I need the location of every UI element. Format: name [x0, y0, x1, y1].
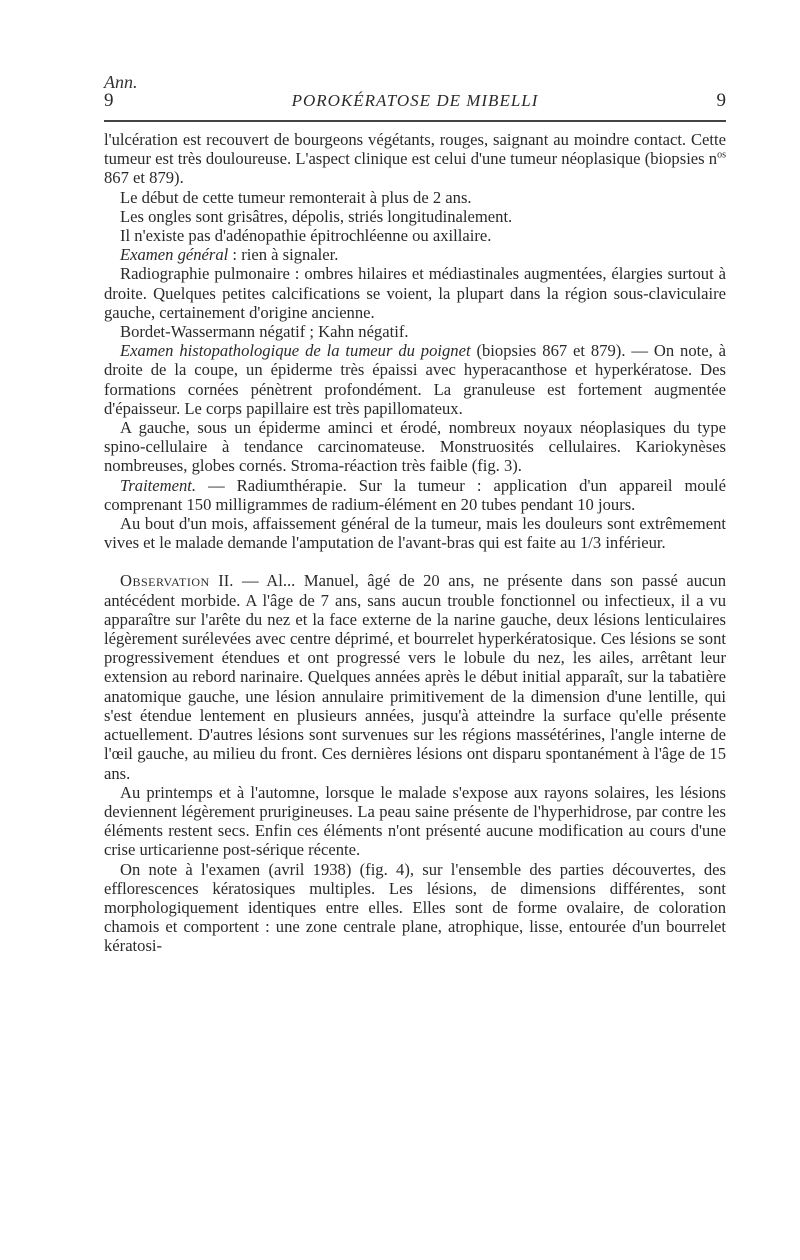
text-segment: — Radiumthérapie. Sur la tumeur : application d'un appareil moulé comprenant 150 milligrammes de radium-élément en 20 tubes pendant 10 jours.: [104, 475, 726, 514]
text-segment: os: [717, 149, 726, 161]
paragraph: [104, 188, 726, 207]
paragraph: [104, 476, 726, 514]
text-segment: Observation: [120, 571, 210, 591]
paragraph: [104, 226, 726, 245]
text-segment: A gauche, sous un épiderme aminci et érodé, nombreux noyaux néoplasiques du type spino-cellulaire à tendance carcinomateuse. Monstruosités cellulaires. Kariokynèses nombreuses, globes cornés. Stroma-réaction très faible (fig. 3).: [104, 418, 726, 476]
text-segment: 867 et 879).: [104, 168, 184, 188]
text-segment: Le début de cette tumeur remonterait à plus de 2 ans.: [120, 187, 472, 207]
header-rule: [104, 120, 726, 122]
text-segment: Examen histopathologique de la tumeur du poignet: [120, 341, 471, 361]
paragraph: [104, 264, 726, 322]
paragraph: [104, 571, 726, 782]
text-segment: Radiographie pulmonaire : ombres hilaires et médiastinales augmentées, élargies surtout à droite. Quelques petites calcifications se voient, la plupart dans la région sous-claviculaire gauche, certainement d'origine ancienne.: [104, 264, 726, 322]
paragraph: [104, 341, 726, 418]
paragraph: [104, 245, 726, 264]
text-segment: On note à l'examen (avril 1938) (fig. 4), sur l'ensemble des parties découvertes, des efflorescences kératosiques multiples. Les lésions, de dimensions différentes, sont morphologiquement identiques entre elles. Elles sont de forme ovalaire, de coloration chamois et comportent : une zone centrale plane, atrophique, lisse, entourée d'un bourrelet kératosi-: [104, 859, 726, 956]
paragraph: [104, 207, 726, 226]
paragraph: [104, 860, 726, 956]
text-segment: II. — Al... Manuel, âgé de 20 ans, ne présente dans son passé aucun antécédent morbide. A l'âge de 7 ans, sans aucun trouble fonctionnel ou infectieux, il a vu apparaître sur l'arête du nez et la face externe de la narine gauche, deux lésions lenticulaires légèrement surélevées avec centre déprimé, et bourrelet hyperkératosique. Ces lésions se sont progressivement étendues et ont progressé vers le lobule du nez, les ailes, arrêtant leur extension au rebord narinaire. Quelques années après le début initial apparaît, sur la tabatière anatomique gauche, une lésion annulaire primitivement de la dimension d'une lentille, qui s'est étendue lentement en plusieurs années, jusqu'à atteindre la surface qu'elle présente actuellement. D'autres lésions sont survenues sur les régions massétérines, l'angle interne de l'œil gauche, au milieu du front. Ces dernières lésions ont disparu spontanément à l'âge de 15 ans.: [104, 571, 726, 783]
body-text: [104, 130, 726, 956]
text-segment: : rien à signaler.: [228, 245, 339, 265]
right-page-number: 9: [716, 90, 726, 111]
paragraph: [104, 418, 726, 476]
text-segment: Au bout d'un mois, affaissement général de la tumeur, mais les douleurs sont extrêmement vives et le malade demande l'amputation de l'avant-bras qui est faite au 1/3 inférieur.: [104, 514, 726, 553]
text-segment: Il n'existe pas d'adénopathie épitrochléenne ou axillaire.: [120, 226, 492, 246]
paragraph: [104, 514, 726, 552]
left-page-number: 9: [104, 90, 114, 111]
text-segment: l'ulcération est recouvert de bourgeons végétants, rouges, saignant au moindre contact. Cette tumeur est très douloureuse. L'aspect clinique est celui d'une tumeur néoplasique (biopsies n: [104, 130, 726, 169]
text-segment: Examen général: [120, 245, 229, 265]
text-segment: Les ongles sont grisâtres, dépolis, striés longitudinalement.: [120, 206, 513, 226]
text-segment: Traitement.: [120, 475, 197, 495]
paragraph: [104, 783, 726, 860]
text-segment: (biopsies 867 et 879). — On note, à droite de la coupe, un épiderme très épaissi avec hyperacanthose et hyperkératose. Des formations cornées pénètrent profondément. La granuleuse est fortement augmentée d'épaisseur. Le corps papillaire est très papillomateux.: [104, 341, 726, 418]
running-title: POROKÉRATOSE DE MIBELLI: [291, 91, 539, 110]
text-segment: Bordet-Wassermann négatif ; Kahn négatif.: [120, 322, 409, 342]
paragraph: [104, 130, 726, 188]
handwritten-annotation: Ann.: [104, 72, 138, 92]
paragraph: [104, 322, 726, 341]
text-segment: Au printemps et à l'automne, lorsque le malade s'expose aux rayons solaires, les lésions deviennent légèrement prurigineuses. La peau saine présente de l'hyperhidrose, par contre les éléments restent secs. Enfin ces éléments n'ont présenté aucune modification au cours d'une crise urticarienne post-sérique récente.: [104, 782, 726, 860]
running-header: [104, 90, 726, 114]
